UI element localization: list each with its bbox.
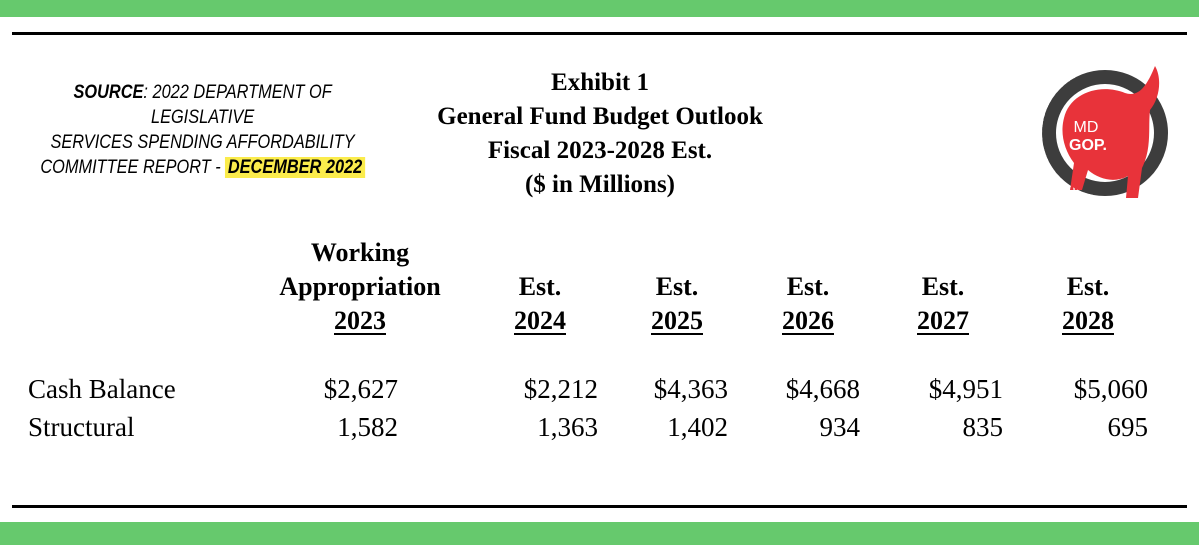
source-line-2: SERVICES SPENDING AFFORDABILITY [50, 132, 355, 153]
col-header-2027: Est. 2027 [917, 272, 969, 335]
logo-ring-text: MARYLAND REPUBLICAN PARTY [1033, 69, 1094, 203]
bottom-divider [12, 505, 1187, 508]
logo-gop-text: GOP. [1069, 137, 1107, 154]
exhibit-period: Fiscal 2023-2028 Est. [487, 137, 713, 164]
row-label-cash-balance: Cash Balance [28, 374, 176, 404]
top-divider [12, 32, 1187, 35]
table-cell: $4,363 [653, 374, 728, 404]
source-date-highlight: DECEMBER 2022 [225, 157, 365, 178]
col-header-2025: Est. 2025 [651, 272, 703, 335]
table-cell: 835 [962, 412, 1003, 442]
table-cell: $2,627 [323, 374, 398, 404]
col-header-2024: Est. 2024 [514, 272, 566, 335]
source-note [22, 80, 383, 180]
exhibit-number: Exhibit 1 [551, 69, 649, 96]
table-cell: $2,212 [523, 374, 598, 404]
source-line-1: SOURCE: 2022 DEPARTMENT OF LEGISLATIVE [73, 82, 332, 128]
top-green-band [0, 0, 1199, 17]
table-cell: $4,668 [785, 374, 860, 404]
source-line-3: COMMITTEE REPORT - DECEMBER 2022 [22, 155, 383, 180]
md-gop-logo [1030, 58, 1180, 218]
table-cell: $5,060 [1073, 374, 1148, 404]
source-label: SOURCE [73, 82, 144, 103]
exhibit-units: ($ in Millions) [524, 171, 675, 198]
table-cell: $4,951 [928, 374, 1003, 404]
exhibit-title [380, 66, 820, 202]
table-cell: 1,582 [337, 412, 398, 442]
table-cell: 1,402 [667, 412, 728, 442]
table-cell: 934 [819, 412, 860, 442]
logo-md-text: MD [1073, 119, 1099, 136]
table-cell: 1,363 [537, 412, 598, 442]
table-cell: 695 [1107, 412, 1148, 442]
bottom-green-band [0, 522, 1199, 545]
col-header-2028: Est. 2028 [1062, 272, 1114, 335]
col-header-2023: Working Appropriation 2023 [279, 238, 441, 335]
row-label-structural: Structural [28, 412, 135, 442]
col-header-2026: Est. 2026 [782, 272, 834, 335]
exhibit-heading: General Fund Budget Outlook [437, 103, 763, 130]
